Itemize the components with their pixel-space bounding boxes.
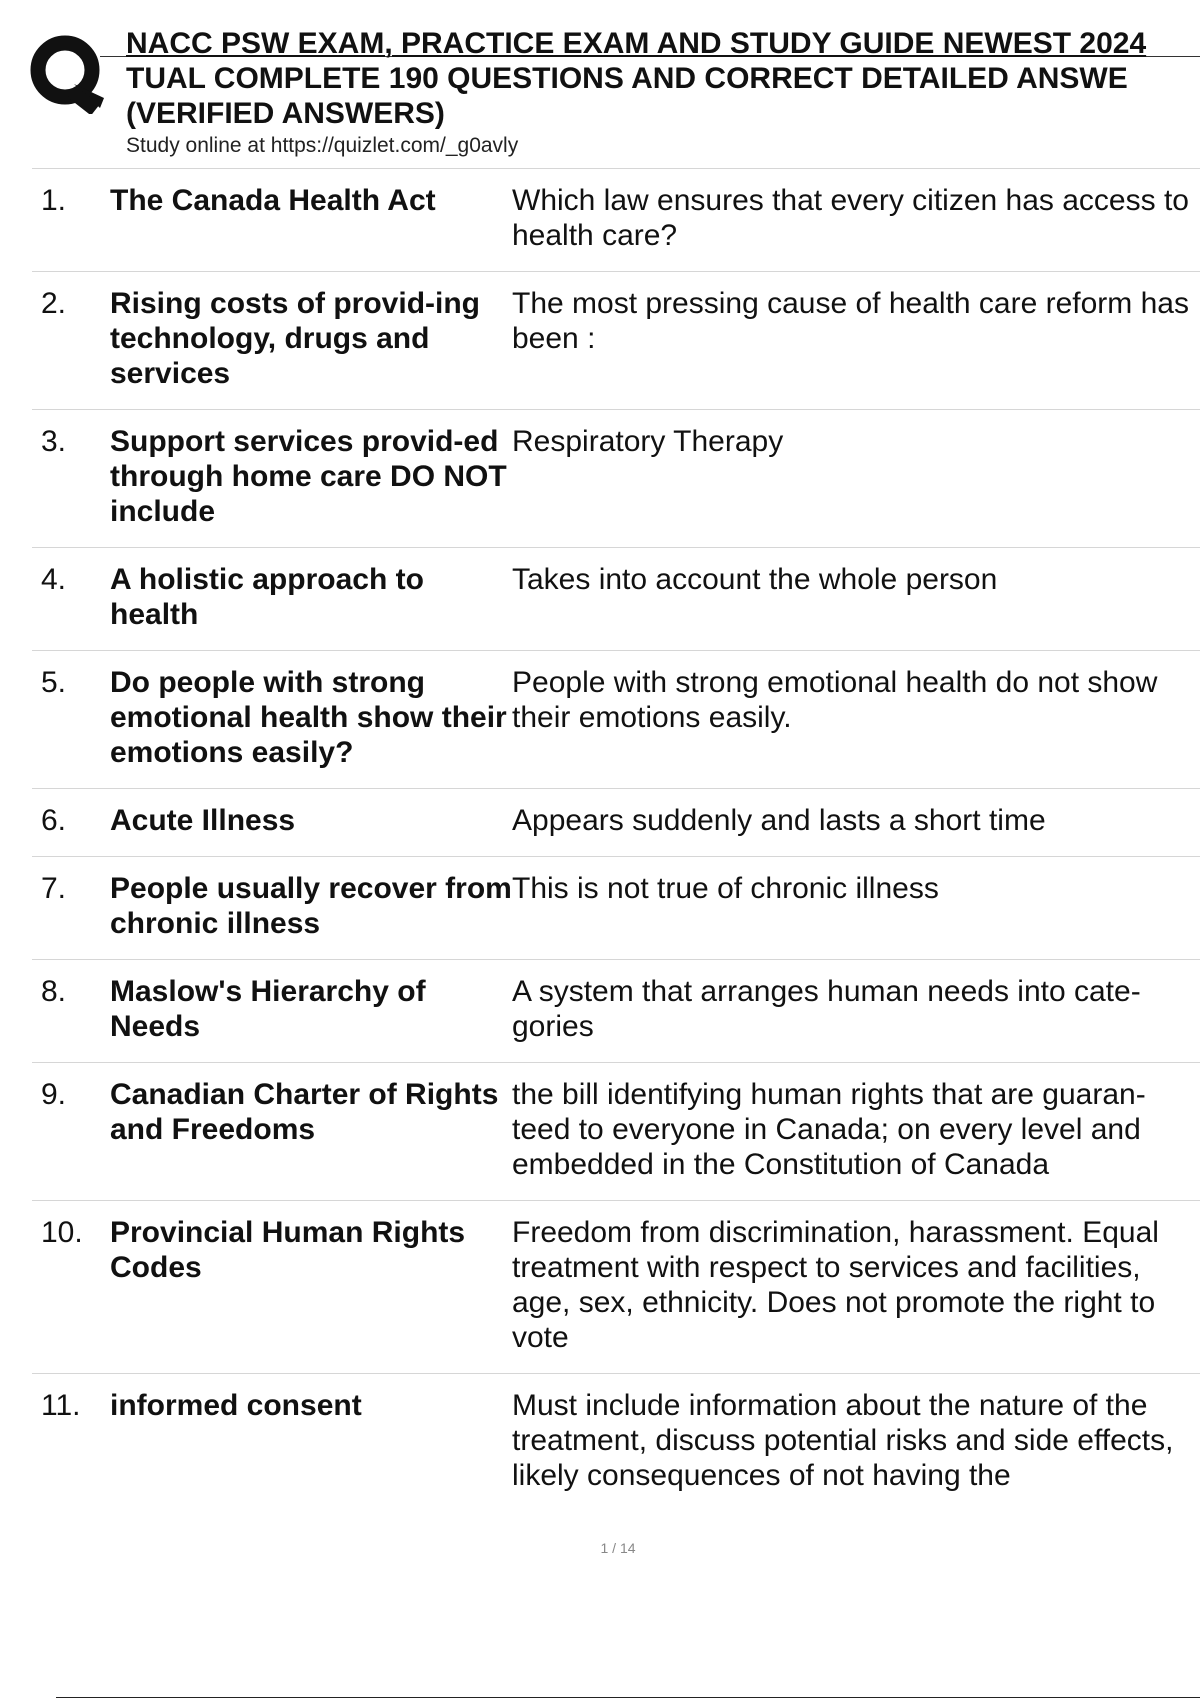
item-number: 4. bbox=[41, 563, 67, 596]
item-definition: the bill identifying human rights that are guaran-teed to everyone in Canada; on every level and embedded in the Constitution of Canada bbox=[512, 1078, 1146, 1181]
item-definition: The most pressing cause of health care reform has been : bbox=[512, 287, 1189, 355]
item-definition: A system that arranges human needs into cate-gories bbox=[512, 975, 1141, 1043]
item-term: Provincial Human Rights Codes bbox=[110, 1216, 466, 1284]
item-term: Support services provid-ed through home care DO NOT include bbox=[110, 425, 507, 528]
table-row bbox=[32, 1374, 1200, 1511]
table-row bbox=[32, 410, 1200, 548]
page-indicator: 1 / 14 bbox=[600, 1540, 636, 1556]
document-title-line-1: NACC PSW EXAM, PRACTICE EXAM AND STUDY GUIDE NEWEST 2024 bbox=[126, 27, 1147, 60]
table-row bbox=[32, 1201, 1200, 1374]
item-number: 5. bbox=[41, 666, 67, 699]
item-definition: People with strong emotional health do not show their emotions easily. bbox=[512, 666, 1158, 734]
item-number: 9. bbox=[41, 1078, 67, 1111]
item-definition: Respiratory Therapy bbox=[512, 425, 784, 458]
item-term: A holistic approach to health bbox=[110, 563, 424, 631]
study-online-link[interactable]: Study online at https://quizlet.com/_g0avly bbox=[126, 134, 519, 157]
document-title-line-2: TUAL COMPLETE 190 QUESTIONS AND CORRECT DETAILED ANSWE bbox=[126, 62, 1128, 95]
quizlet-q-logo-icon bbox=[30, 32, 106, 114]
table-row bbox=[32, 1063, 1200, 1201]
item-number: 2. bbox=[41, 287, 67, 320]
table-row bbox=[32, 857, 1200, 960]
item-number: 11. bbox=[41, 1389, 81, 1422]
item-definition: Must include information about the nature of the treatment, discuss potential risks and side effects, likely consequences of not having the bbox=[512, 1389, 1174, 1492]
item-definition: Appears suddenly and lasts a short time bbox=[512, 804, 1046, 837]
document-title-line-3: (VERIFIED ANSWERS) bbox=[126, 97, 445, 130]
page-bottom-rule bbox=[56, 1697, 1200, 1698]
flashcard-table bbox=[32, 168, 1200, 1511]
item-number: 6. bbox=[41, 804, 67, 837]
item-term: informed consent bbox=[110, 1389, 362, 1422]
item-definition: This is not true of chronic illness bbox=[512, 872, 939, 905]
item-number: 10. bbox=[41, 1216, 83, 1249]
table-row bbox=[32, 272, 1200, 410]
table-row bbox=[32, 548, 1200, 651]
item-definition: Takes into account the whole person bbox=[512, 563, 998, 596]
item-number: 1. bbox=[41, 184, 67, 217]
item-term: Do people with strong emotional health show their emotions easily? bbox=[110, 666, 507, 769]
table-row bbox=[32, 169, 1200, 272]
item-term: The Canada Health Act bbox=[110, 184, 436, 217]
table-row bbox=[32, 651, 1200, 789]
table-row bbox=[32, 960, 1200, 1063]
item-term: Canadian Charter of Rights and Freedoms bbox=[110, 1078, 499, 1146]
item-term: People usually recover from chronic illness bbox=[110, 872, 512, 940]
item-term: Maslow's Hierarchy of Needs bbox=[110, 975, 426, 1043]
document-header bbox=[126, 26, 1200, 159]
table-row bbox=[32, 789, 1200, 857]
item-term: Acute Illness bbox=[110, 804, 296, 837]
item-term: Rising costs of provid-ing technology, drugs and services bbox=[110, 287, 481, 390]
item-number: 3. bbox=[41, 425, 67, 458]
item-number: 8. bbox=[41, 975, 67, 1008]
item-definition: Freedom from discrimination, harassment. Equal treatment with respect to services and facilities, age, sex, ethnicity. Does not promote the right to vote bbox=[512, 1216, 1159, 1354]
item-number: 7. bbox=[41, 872, 67, 905]
item-definition: Which law ensures that every citizen has access to health care? bbox=[512, 184, 1189, 252]
